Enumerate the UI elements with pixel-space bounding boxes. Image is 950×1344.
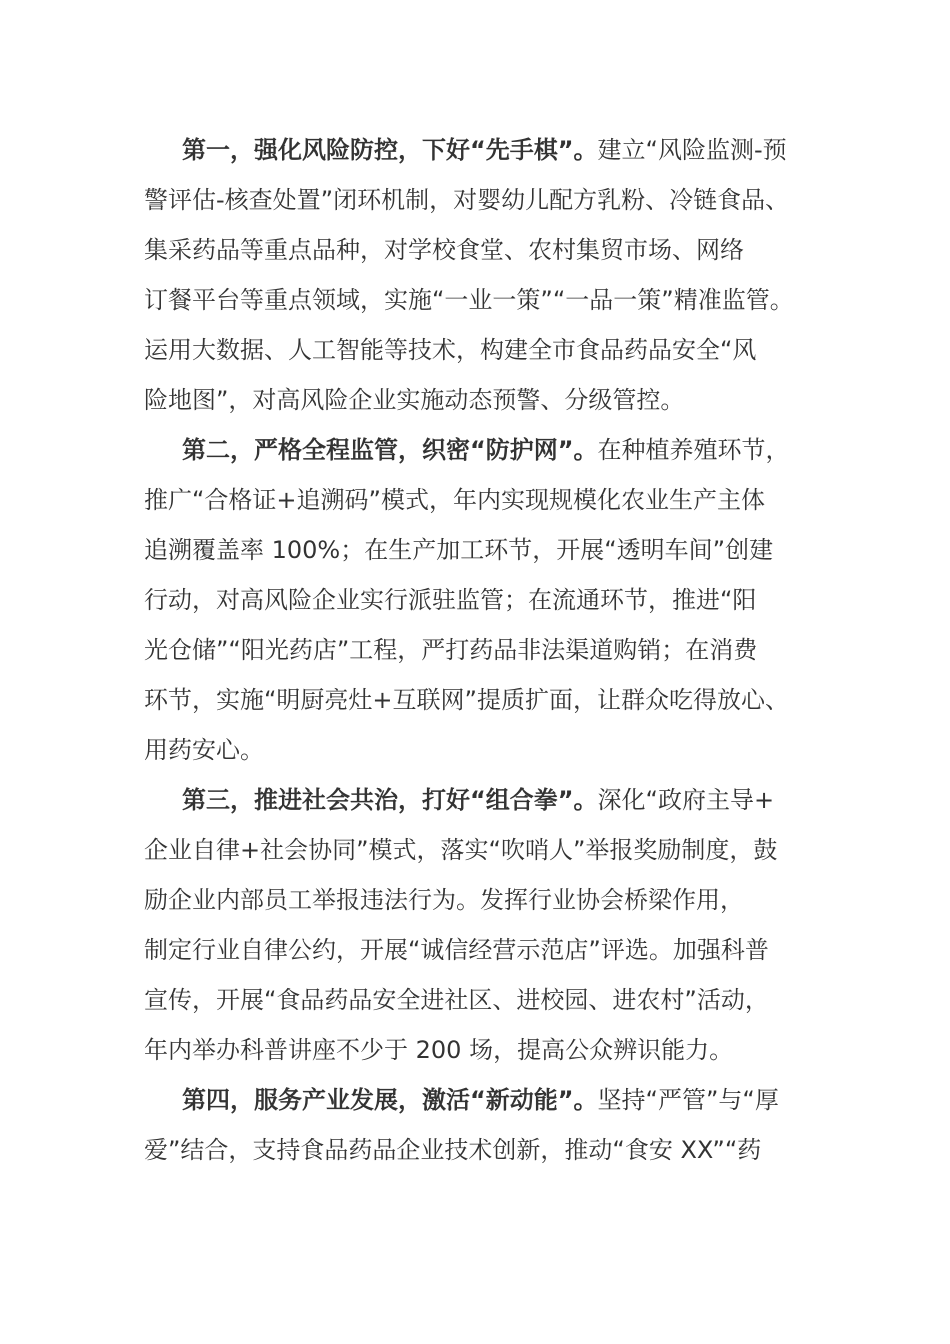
- paragraph-text: 坚持“严管”与“厚: [597, 1086, 779, 1114]
- paragraph-text: 在种植养殖环节，: [597, 436, 790, 464]
- paragraph-heading: 第二，严格全程监管，织密“防护网”。: [182, 436, 598, 464]
- paragraph-line: [144, 775, 824, 825]
- paragraph-line: 光仓储”“阳光药店”工程，严打药品非法渠道购销；在消费: [144, 636, 758, 664]
- paragraph-line: 用药安心。: [144, 736, 264, 764]
- paragraph-line: 警评估-核查处置”闭环机制，对婴幼儿配方乳粉、冷链食品、: [144, 186, 790, 214]
- paragraph-heading: 第三，推进社会共治，打好“组合拳”。: [182, 786, 598, 814]
- paragraph-line: 励企业内部员工举报违法行为。发挥行业协会桥梁作用，: [144, 886, 744, 914]
- paragraph-line: 环节，实施“明厨亮灶+互联网”提质扩面，让群众吃得放心、: [144, 686, 789, 714]
- paragraph-line: [144, 425, 824, 475]
- paragraph-line: [144, 1075, 824, 1125]
- paragraph-text: 建立“风险监测-预: [597, 136, 787, 164]
- paragraph-line: [144, 125, 824, 175]
- paragraph-line: 运用大数据、人工智能等技术，构建全市食品药品安全“风: [144, 336, 757, 364]
- paragraph-line: 宣传，开展“食品药品安全进社区、进校园、进农村”活动，: [144, 986, 769, 1014]
- paragraph-line: 订餐平台等重点领域，实施“一业一策”“一品一策”精准监管。: [144, 286, 794, 314]
- paragraph-heading: 第一，强化风险防控，下好“先手棋”。: [182, 136, 598, 164]
- paragraph-line: 推广“合格证+追溯码”模式，年内实现规模化农业生产主体: [144, 486, 765, 514]
- paragraph-line: 爱”结合，支持食品药品企业技术创新，推动“食安 XX”“药: [144, 1136, 762, 1164]
- document-body: [144, 125, 824, 1175]
- paragraph-line: 险地图”，对高风险企业实施动态预警、分级管控。: [144, 386, 685, 414]
- paragraph-line: 制定行业自律公约，开展“诚信经营示范店”评选。加强科普: [144, 936, 769, 964]
- paragraph-2: [144, 425, 824, 775]
- paragraph-text: 深化“政府主导+: [597, 786, 775, 814]
- paragraph-line: 企业自律+社会协同”模式，落实“吹哨人”举报奖励制度，鼓: [144, 836, 778, 864]
- paragraph-1: [144, 125, 824, 425]
- paragraph-3: [144, 775, 824, 1075]
- paragraph-line: 年内举办科普讲座不少于 200 场，提高公众辨识能力。: [144, 1036, 734, 1064]
- paragraph-line: 追溯覆盖率 100%；在生产加工环节，开展“透明车间”创建: [144, 536, 774, 564]
- paragraph-line: 集采药品等重点品种，对学校食堂、农村集贸市场、网络: [144, 236, 744, 264]
- paragraph-heading: 第四，服务产业发展，激活“新动能”。: [182, 1086, 598, 1114]
- paragraph-line: 行动，对高风险企业实行派驻监管；在流通环节，推进“阳: [144, 586, 757, 614]
- paragraph-4: [144, 1075, 824, 1175]
